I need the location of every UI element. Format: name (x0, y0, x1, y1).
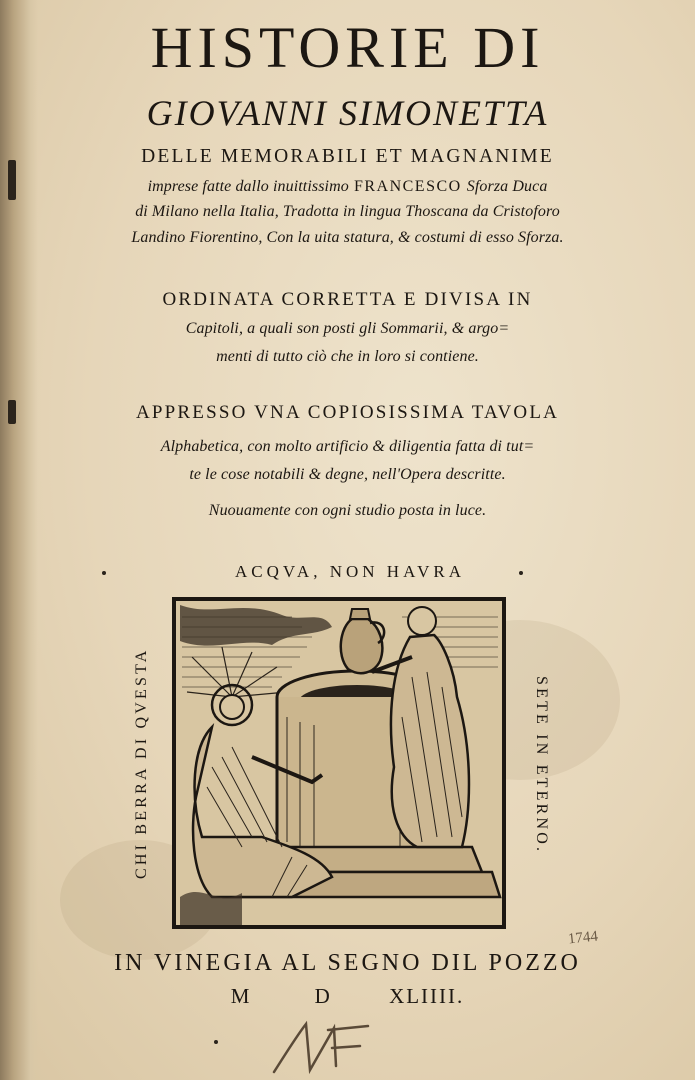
subtitle-name: FRANCESCO (353, 178, 462, 195)
handwritten-note: 1744 (567, 928, 599, 948)
imprint-place: IN VINEGIA AL SEGNO DIL POZZO (114, 950, 581, 976)
ornament-dot (102, 571, 106, 575)
section-heading: APPRESSO VNA COPIOSISSIMA TAVOLA (135, 402, 560, 423)
section-text: te le cose notabili & degne, nell'Opera descritte. (189, 466, 506, 483)
subtitle-line: Landino Fiorentino, Con la uita statura, & costumi di esso Sforza. (131, 229, 564, 246)
section-text: Alphabetica, con molto artificio & diligentia fatta di tut= (160, 438, 535, 455)
section-text: Capitoli, a quali son posti gli Sommarii, & argo= (185, 320, 510, 337)
section-heading: ORDINATA CORRETTA E DIVISA IN (162, 289, 533, 310)
subtitle-line: di Milano nella Italia, Tradotta in lingua Thoscana da Cristoforo (135, 203, 560, 220)
section-text: Nuouamente con ogni studio posta in luce. (208, 502, 487, 519)
subtitle-italic: Sforza Duca (466, 178, 548, 195)
ornament-dot (214, 1040, 218, 1044)
main-title: HISTORIE DI (150, 15, 545, 80)
subtitle-caps: DELLE MEMORABILI ET MAGNANIME (141, 146, 554, 167)
imprint-date-part: XLIIII. (389, 984, 465, 1008)
imprint-date-part: M (230, 984, 252, 1008)
author-name: GIOVANNI SIMONETTA (146, 93, 549, 133)
device-motto-left: CHI BERRA DI QVESTA (133, 647, 150, 879)
ornament-dot (519, 571, 523, 575)
subtitle-italic: imprese fatte dallo inuittissimo (147, 178, 349, 195)
imprint-date (0, 984, 695, 1009)
ownership-monogram (268, 1020, 378, 1076)
device-motto-top: ACQVA, NON HAVRA (234, 562, 466, 581)
section-text: menti di tutto ciò che in loro si contiene. (216, 348, 479, 365)
subtitle-line (0, 176, 695, 196)
device-motto-right: SETE IN ETERNO. (533, 675, 550, 855)
printers-device-woodcut (172, 597, 506, 929)
imprint-date-part: D (314, 984, 332, 1008)
